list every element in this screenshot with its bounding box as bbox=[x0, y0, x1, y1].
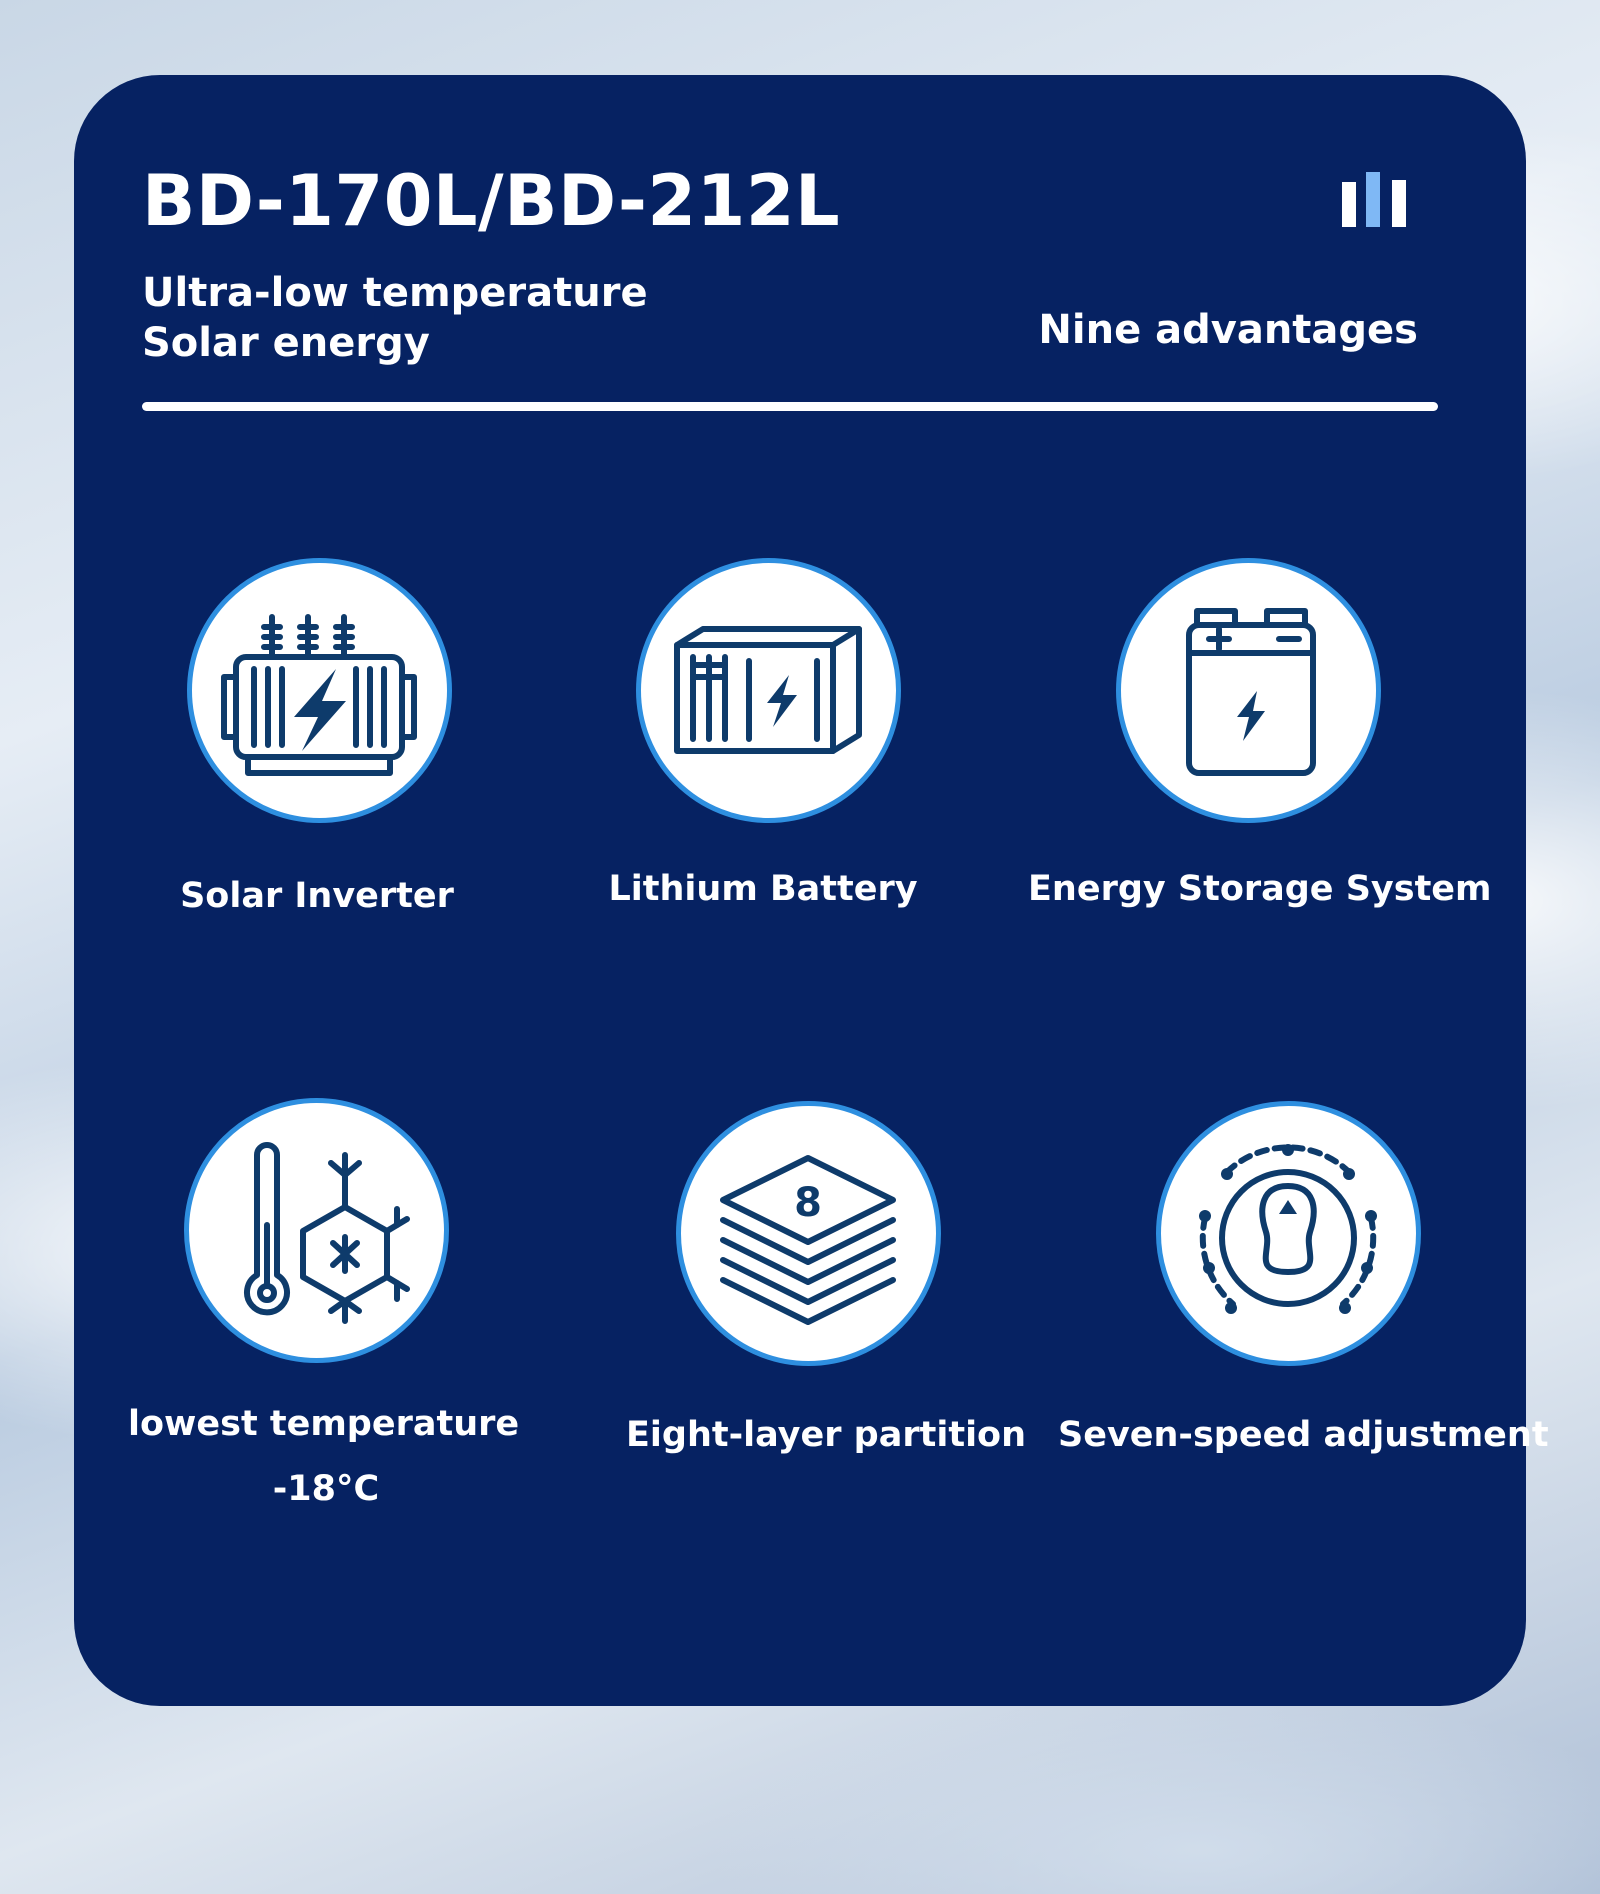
feature-label-solar-inverter: Solar Inverter bbox=[180, 876, 454, 916]
feature-label-eight-layer: Eight-layer partition bbox=[626, 1415, 1027, 1455]
feature-eight-layer bbox=[676, 1101, 941, 1366]
dial-knob-icon bbox=[1183, 1128, 1393, 1338]
layers-icon bbox=[703, 1128, 913, 1338]
battery-container-icon bbox=[663, 585, 873, 795]
feature-label-lithium-battery: Lithium Battery bbox=[608, 869, 918, 909]
subtitle-temperature: Ultra-low temperature bbox=[142, 270, 648, 316]
bar-chart-icon bbox=[1342, 172, 1416, 227]
layer-count-badge: 8 bbox=[794, 1180, 822, 1226]
subtitle-solar: Solar energy bbox=[142, 320, 430, 366]
battery-icon bbox=[1143, 585, 1353, 795]
thermometer-snowflake-icon bbox=[211, 1125, 421, 1335]
feature-label-seven-speed: Seven-speed adjustment bbox=[1058, 1415, 1549, 1455]
feature-lowest-temperature bbox=[184, 1098, 449, 1363]
advantages-label: Nine advantages bbox=[1038, 307, 1418, 353]
feature-label-temperature-value: -18°C bbox=[272, 1469, 380, 1509]
feature-solar-inverter bbox=[187, 558, 452, 823]
feature-label-lowest-temperature: lowest temperature bbox=[128, 1404, 520, 1444]
feature-label-energy-storage: Energy Storage System bbox=[1028, 869, 1492, 909]
transformer-icon bbox=[214, 585, 424, 795]
page-title: BD-170L/BD-212L bbox=[142, 160, 841, 242]
feature-seven-speed bbox=[1156, 1101, 1421, 1366]
header-divider bbox=[142, 402, 1438, 411]
feature-lithium-battery bbox=[636, 558, 901, 823]
feature-energy-storage bbox=[1116, 558, 1381, 823]
